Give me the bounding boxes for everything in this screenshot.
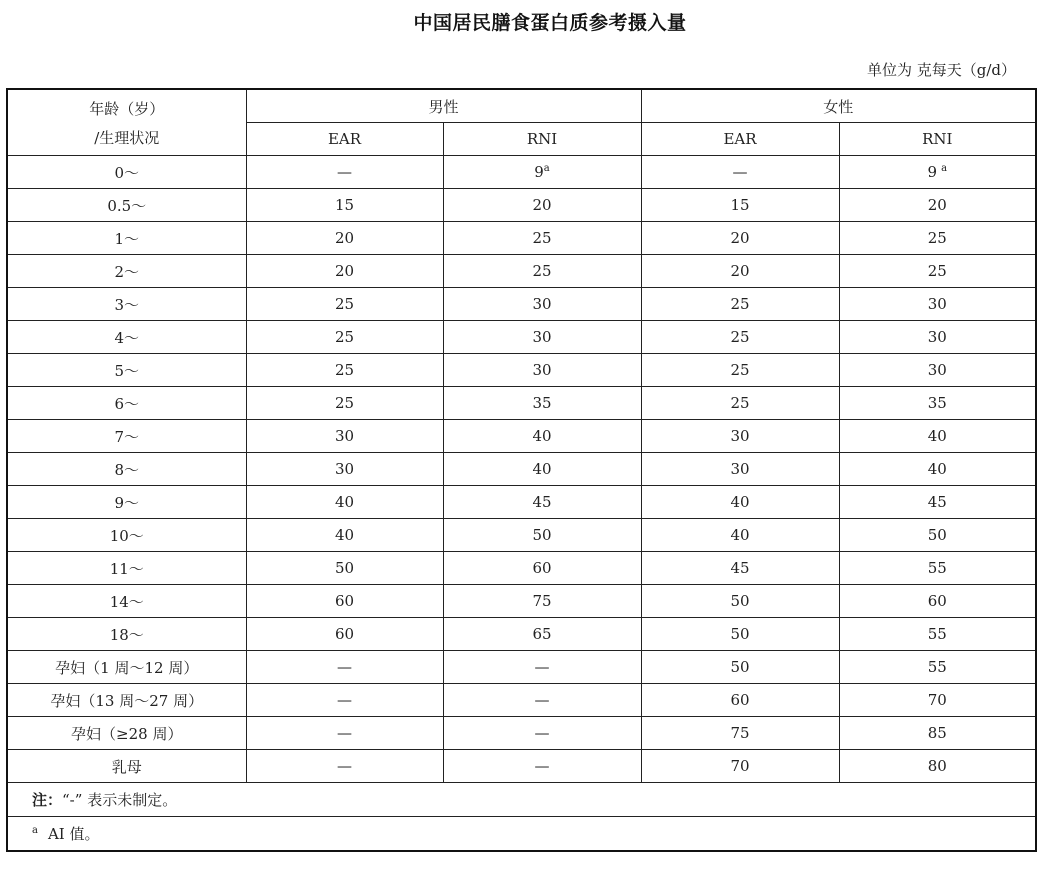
age-cell xyxy=(7,618,246,651)
male-rni-cell-value: 9 xyxy=(534,163,544,181)
male-ear-cell-value: 20 xyxy=(334,262,355,280)
protein-intake-table xyxy=(6,88,1037,852)
female-header: 女性 xyxy=(641,89,1036,123)
female-rni-cell xyxy=(839,288,1036,321)
female-rni-cell-value: 55 xyxy=(927,658,947,676)
male-ear-cell xyxy=(246,222,443,255)
header-row-1 xyxy=(7,89,1036,123)
document-title: 中国居民膳食蛋白质参考摄入量 xyxy=(413,12,687,34)
female-ear-cell xyxy=(641,156,839,189)
male-ear-cell xyxy=(246,750,443,783)
age-header-line2: /生理状况 xyxy=(94,128,160,147)
table-row xyxy=(7,354,1036,387)
age-cell xyxy=(7,585,246,618)
male-rni-cell xyxy=(443,288,641,321)
age-cell-value: 3～ xyxy=(114,295,140,314)
male-rni-header: RNI xyxy=(443,123,641,156)
male-rni-cell-value: 65 xyxy=(532,625,552,643)
table-row xyxy=(7,387,1036,420)
table-row xyxy=(7,750,1036,783)
male-rni-cell-value: 35 xyxy=(532,394,552,412)
footnote-marker: a xyxy=(543,163,550,174)
age-cell xyxy=(7,486,246,519)
age-cell xyxy=(7,684,246,717)
table-row xyxy=(7,321,1036,354)
footnote-cell xyxy=(7,817,1036,852)
female-rni-cell-value: 25 xyxy=(927,229,947,247)
female-ear-cell xyxy=(641,519,839,552)
male-rni-cell-value: 30 xyxy=(532,295,552,313)
female-ear-cell-value: 40 xyxy=(730,526,750,544)
table-row xyxy=(7,651,1036,684)
female-rni-header: RNI xyxy=(839,123,1036,156)
age-header-line1: 年龄（岁） xyxy=(89,99,165,118)
male-rni-cell-value: — xyxy=(534,757,550,775)
male-rni-cell-value: 60 xyxy=(532,559,552,577)
age-cell-value: 10～ xyxy=(109,526,144,545)
age-cell xyxy=(7,288,246,321)
female-ear-cell-value: 50 xyxy=(730,592,750,610)
age-cell-value: 2～ xyxy=(114,262,140,281)
male-ear-cell-value: 50 xyxy=(334,559,355,577)
female-rni-cell xyxy=(839,354,1036,387)
female-ear-cell-value: 30 xyxy=(730,427,750,445)
female-ear-cell xyxy=(641,189,839,222)
male-rni-cell-value: — xyxy=(534,724,550,742)
age-cell xyxy=(7,420,246,453)
female-ear-cell-value: 25 xyxy=(730,295,750,313)
female-rni-cell-value: 45 xyxy=(927,493,947,511)
female-rni-cell xyxy=(839,387,1036,420)
female-rni-cell xyxy=(839,420,1036,453)
male-rni-cell-value: 45 xyxy=(532,493,552,511)
male-ear-cell-value: 25 xyxy=(334,394,355,412)
female-rni-cell xyxy=(839,486,1036,519)
female-rni-cell-value: 60 xyxy=(927,592,947,610)
male-ear-cell-value: 25 xyxy=(334,328,355,346)
female-ear-cell-value: 30 xyxy=(730,460,750,478)
table-row xyxy=(7,156,1036,189)
male-ear-cell xyxy=(246,420,443,453)
female-ear-cell-value: 25 xyxy=(730,361,750,379)
male-ear-cell-value: 40 xyxy=(334,493,355,511)
female-rni-cell-value: 70 xyxy=(927,691,947,709)
age-cell xyxy=(7,222,246,255)
male-ear-cell xyxy=(246,321,443,354)
female-ear-cell-value: 25 xyxy=(730,394,750,412)
table-row xyxy=(7,453,1036,486)
female-rni-cell-value: 30 xyxy=(927,361,947,379)
female-rni-cell-value: 55 xyxy=(927,625,947,643)
male-rni-cell-value: — xyxy=(534,658,550,676)
note-label: 注： xyxy=(32,791,63,809)
footnote-text: AI 值。 xyxy=(47,825,100,843)
female-rni-cell xyxy=(839,453,1036,486)
age-cell-value: 1～ xyxy=(114,229,140,248)
age-cell xyxy=(7,321,246,354)
age-cell-value: 9～ xyxy=(114,493,140,512)
age-cell xyxy=(7,552,246,585)
female-rni-cell-value: 40 xyxy=(927,427,947,445)
female-ear-cell xyxy=(641,651,839,684)
male-ear-cell-value: — xyxy=(337,691,352,709)
male-ear-cell xyxy=(246,453,443,486)
female-ear-header: EAR xyxy=(641,123,839,156)
female-ear-cell xyxy=(641,255,839,288)
age-cell-value: 7～ xyxy=(114,427,140,446)
age-cell-value: 4～ xyxy=(114,328,140,347)
male-rni-cell-value: 20 xyxy=(532,196,552,214)
male-ear-cell-value: — xyxy=(337,757,352,775)
male-rni-cell xyxy=(443,189,641,222)
male-ear-cell xyxy=(246,354,443,387)
female-ear-cell-value: 75 xyxy=(730,724,750,742)
female-ear-cell-value: 45 xyxy=(730,559,750,577)
female-rni-cell-value: 30 xyxy=(927,295,947,313)
male-rni-cell xyxy=(443,354,641,387)
table-row xyxy=(7,420,1036,453)
male-rni-cell xyxy=(443,156,641,189)
female-rni-cell-value: 9 xyxy=(927,163,938,181)
male-ear-cell xyxy=(246,717,443,750)
male-ear-cell-value: 40 xyxy=(334,526,355,544)
age-cell-value: 6～ xyxy=(114,394,140,413)
female-ear-cell xyxy=(641,420,839,453)
female-ear-cell xyxy=(641,585,839,618)
male-ear-cell xyxy=(246,618,443,651)
female-ear-cell xyxy=(641,717,839,750)
note-row-2 xyxy=(7,817,1036,852)
male-rni-cell xyxy=(443,222,641,255)
male-rni-cell xyxy=(443,321,641,354)
male-ear-cell xyxy=(246,519,443,552)
female-rni-cell xyxy=(839,189,1036,222)
female-rni-cell-value: 85 xyxy=(927,724,947,742)
table-row xyxy=(7,288,1036,321)
male-rni-cell-value: — xyxy=(534,691,550,709)
female-ear-cell xyxy=(641,684,839,717)
male-rni-cell xyxy=(443,255,641,288)
male-ear-cell-value: 30 xyxy=(334,460,355,478)
age-cell xyxy=(7,651,246,684)
female-ear-cell-value: 40 xyxy=(730,493,750,511)
table-row xyxy=(7,585,1036,618)
footnote-marker: a xyxy=(32,825,38,836)
male-rni-cell-value: 25 xyxy=(532,229,552,247)
female-ear-cell xyxy=(641,387,839,420)
female-ear-cell xyxy=(641,222,839,255)
male-rni-cell xyxy=(443,750,641,783)
age-cell-value: 8～ xyxy=(114,460,140,479)
male-ear-cell xyxy=(246,189,443,222)
age-cell-value: 14～ xyxy=(109,592,144,611)
age-cell-value: 0.5～ xyxy=(107,196,147,215)
female-rni-cell-value: 30 xyxy=(927,328,947,346)
male-rni-cell-value: 50 xyxy=(532,526,552,544)
unit-label: 单位为 克每天（g/d） xyxy=(866,61,1016,79)
table-row xyxy=(7,519,1036,552)
female-ear-cell xyxy=(641,288,839,321)
female-ear-cell-value: 50 xyxy=(730,625,750,643)
male-ear-cell-value: — xyxy=(337,724,352,742)
female-rni-cell-value: 35 xyxy=(927,394,947,412)
female-rni-cell xyxy=(839,255,1036,288)
female-rni-cell-value: 20 xyxy=(927,196,947,214)
female-ear-cell-value: — xyxy=(732,163,748,181)
age-cell xyxy=(7,750,246,783)
female-ear-cell-value: 50 xyxy=(730,658,750,676)
table-row xyxy=(7,552,1036,585)
female-ear-cell xyxy=(641,618,839,651)
male-rni-cell xyxy=(443,486,641,519)
female-ear-cell xyxy=(641,552,839,585)
male-rni-cell xyxy=(443,585,641,618)
female-ear-cell-value: 25 xyxy=(730,328,750,346)
male-rni-cell xyxy=(443,519,641,552)
female-ear-cell xyxy=(641,453,839,486)
male-rni-cell-value: 75 xyxy=(532,592,552,610)
male-ear-cell xyxy=(246,486,443,519)
male-ear-cell-value: 15 xyxy=(334,196,355,214)
note-text: “-” 表示未制定。 xyxy=(62,791,178,809)
male-rni-cell-value: 30 xyxy=(532,328,552,346)
male-ear-cell xyxy=(246,288,443,321)
table-row xyxy=(7,717,1036,750)
female-rni-cell xyxy=(839,750,1036,783)
male-ear-cell-value: 25 xyxy=(334,361,355,379)
female-rni-cell xyxy=(839,618,1036,651)
male-ear-cell xyxy=(246,684,443,717)
female-rni-cell-value: 25 xyxy=(927,262,947,280)
female-rni-cell-value: 55 xyxy=(927,559,947,577)
male-rni-cell-value: 40 xyxy=(532,427,552,445)
female-rni-cell xyxy=(839,684,1036,717)
age-cell-value: 孕妇（1 周～12 周） xyxy=(55,658,199,677)
table-row xyxy=(7,618,1036,651)
age-cell xyxy=(7,453,246,486)
age-cell xyxy=(7,255,246,288)
male-rni-cell xyxy=(443,684,641,717)
female-ear-cell-value: 60 xyxy=(730,691,750,709)
female-rni-cell-value: 50 xyxy=(927,526,947,544)
footnote-marker: a xyxy=(941,163,948,174)
table-row xyxy=(7,684,1036,717)
age-cell-value: 18～ xyxy=(109,625,144,644)
male-ear-cell-value: 60 xyxy=(334,625,355,643)
male-ear-cell xyxy=(246,156,443,189)
male-rni-cell-value: 25 xyxy=(532,262,552,280)
male-ear-cell xyxy=(246,585,443,618)
male-ear-cell xyxy=(246,255,443,288)
female-ear-cell xyxy=(641,750,839,783)
age-cell-value: 0～ xyxy=(114,163,140,182)
female-rni-cell xyxy=(839,552,1036,585)
female-rni-cell xyxy=(839,651,1036,684)
male-rni-cell xyxy=(443,618,641,651)
table-row xyxy=(7,486,1036,519)
age-cell xyxy=(7,354,246,387)
table-row xyxy=(7,255,1036,288)
female-rni-cell xyxy=(839,321,1036,354)
male-ear-cell xyxy=(246,552,443,585)
age-cell-value: 11～ xyxy=(109,559,144,578)
female-rni-cell xyxy=(839,717,1036,750)
female-rni-cell-value: 80 xyxy=(927,757,947,775)
male-rni-cell xyxy=(443,552,641,585)
male-rni-cell-value: 30 xyxy=(532,361,552,379)
female-ear-cell xyxy=(641,321,839,354)
female-rni-cell xyxy=(839,519,1036,552)
table-row xyxy=(7,189,1036,222)
age-cell xyxy=(7,519,246,552)
male-ear-cell-value: 20 xyxy=(334,229,355,247)
male-rni-cell xyxy=(443,453,641,486)
female-ear-cell-value: 20 xyxy=(730,229,750,247)
note-cell xyxy=(7,783,1036,817)
note-row-1 xyxy=(7,783,1036,817)
age-cell-value: 5～ xyxy=(114,361,140,380)
male-rni-cell xyxy=(443,420,641,453)
age-cell xyxy=(7,717,246,750)
male-ear-cell xyxy=(246,387,443,420)
male-ear-header: EAR xyxy=(246,123,443,156)
age-cell xyxy=(7,156,246,189)
male-header: 男性 xyxy=(246,89,641,123)
female-rni-cell xyxy=(839,585,1036,618)
female-ear-cell xyxy=(641,486,839,519)
female-ear-cell xyxy=(641,354,839,387)
age-cell xyxy=(7,189,246,222)
age-cell xyxy=(7,387,246,420)
female-rni-cell xyxy=(839,156,1036,189)
age-cell-value: 乳母 xyxy=(111,757,142,776)
age-cell-value: 孕妇（13 周～27 周） xyxy=(50,691,204,710)
female-rni-cell-value: 40 xyxy=(927,460,947,478)
male-ear-cell-value: — xyxy=(337,658,352,676)
female-ear-cell-value: 70 xyxy=(730,757,750,775)
male-rni-cell xyxy=(443,717,641,750)
age-column-header xyxy=(7,89,246,156)
female-ear-cell-value: 15 xyxy=(730,196,750,214)
male-ear-cell xyxy=(246,651,443,684)
female-rni-cell xyxy=(839,222,1036,255)
male-ear-cell-value: — xyxy=(337,163,352,181)
age-cell-value: 孕妇（≥28 周） xyxy=(71,724,183,743)
male-ear-cell-value: 25 xyxy=(334,295,355,313)
male-rni-cell xyxy=(443,387,641,420)
male-rni-cell xyxy=(443,651,641,684)
male-ear-cell-value: 30 xyxy=(334,427,355,445)
table-row xyxy=(7,222,1036,255)
male-rni-cell-value: 40 xyxy=(532,460,552,478)
male-ear-cell-value: 60 xyxy=(334,592,355,610)
female-ear-cell-value: 20 xyxy=(730,262,750,280)
